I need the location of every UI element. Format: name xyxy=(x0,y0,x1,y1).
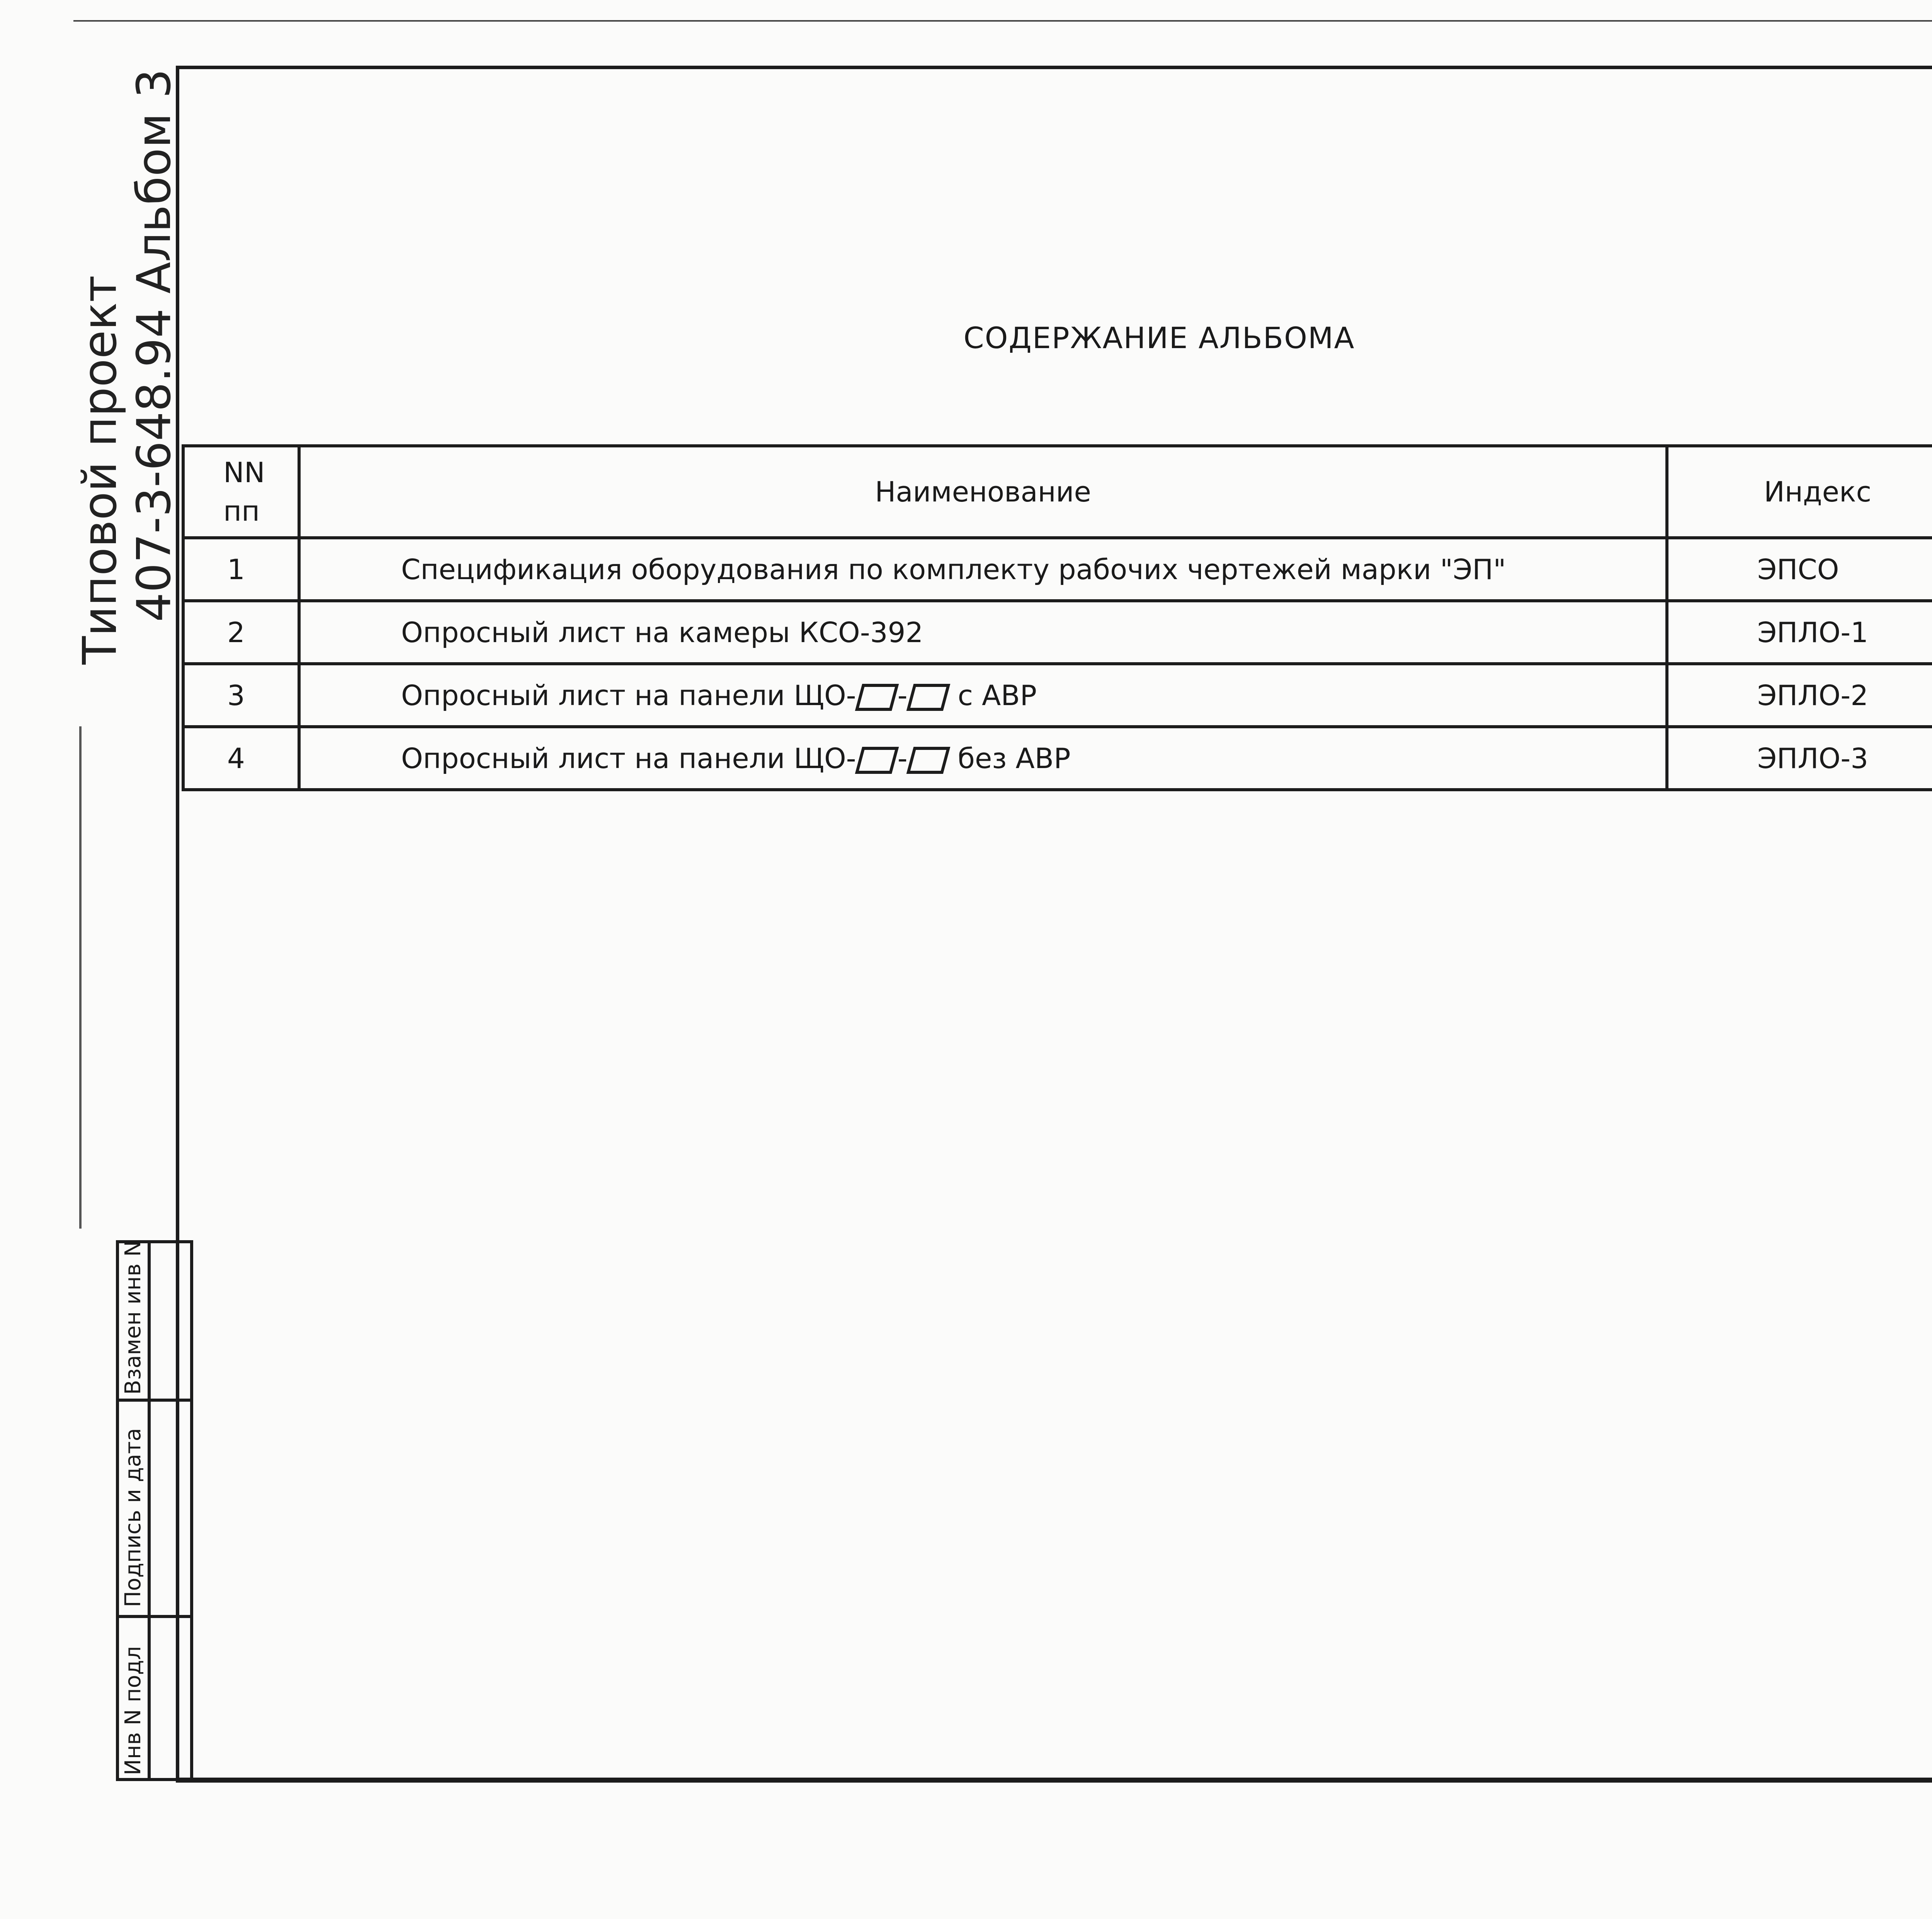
margin-title-line1: Типовой проект xyxy=(73,275,127,665)
row-name-prefix: Опросный лист на панели ЩО- xyxy=(401,679,856,712)
header-num xyxy=(183,446,299,538)
stamp-field-replaced-inv: Взамен инв N xyxy=(121,1240,146,1395)
row-name xyxy=(299,727,1667,790)
stamp-field-signature-date: Подпись и дата xyxy=(121,1428,146,1607)
row-num: 3 xyxy=(183,664,299,727)
row-name-suffix: с АВР xyxy=(949,679,1037,712)
row-name-dash: - xyxy=(897,679,908,712)
table-row xyxy=(183,601,1932,664)
row-name-prefix: Опросный лист на панели ЩО- xyxy=(401,742,856,775)
margin-title xyxy=(0,0,181,773)
row-name: Спецификация оборудования по комплекту рабочих чертежей марки "ЭП" xyxy=(299,538,1667,601)
page-title: СОДЕРЖАНИЕ АЛЬБОМА xyxy=(963,321,1355,355)
blank-box-icon xyxy=(855,684,899,711)
row-index: ЭПЛО-1 xyxy=(1667,601,1932,664)
table-row xyxy=(183,664,1932,727)
row-index: ЭПЛО-2 xyxy=(1667,664,1932,727)
header-name: Наименование xyxy=(299,446,1667,538)
row-num: 1 xyxy=(183,538,299,601)
header-num-line1: NN xyxy=(223,456,265,489)
blank-box-icon xyxy=(855,747,899,774)
row-name: Опросный лист на камеры КСО-392 xyxy=(299,601,1667,664)
blank-box-icon xyxy=(906,684,950,711)
row-num: 2 xyxy=(183,601,299,664)
table-row xyxy=(183,538,1932,601)
top-border-line xyxy=(73,20,1932,22)
margin-title-line2: 407-3-648.94 Альбом 3 xyxy=(128,69,181,622)
row-index: ЭПСО xyxy=(1667,538,1932,601)
margin-binding-line xyxy=(79,726,82,1229)
stamp-field-original-inv: Инв N подл xyxy=(121,1646,146,1775)
stamp-divider xyxy=(116,1399,193,1402)
header-index: Индекс xyxy=(1667,446,1932,538)
table-row xyxy=(183,727,1932,790)
header-num-line2: пп xyxy=(223,495,260,527)
blank-box-icon xyxy=(906,747,950,774)
contents-table xyxy=(182,444,1932,791)
row-name xyxy=(299,664,1667,727)
row-name-suffix: без АВР xyxy=(949,742,1071,775)
row-name-dash: - xyxy=(897,742,908,775)
table-header-row xyxy=(183,446,1932,538)
row-num: 4 xyxy=(183,727,299,790)
row-index: ЭПЛО-3 xyxy=(1667,727,1932,790)
stamp-divider xyxy=(116,1615,193,1618)
frame-bottom-line xyxy=(176,1779,1932,1783)
